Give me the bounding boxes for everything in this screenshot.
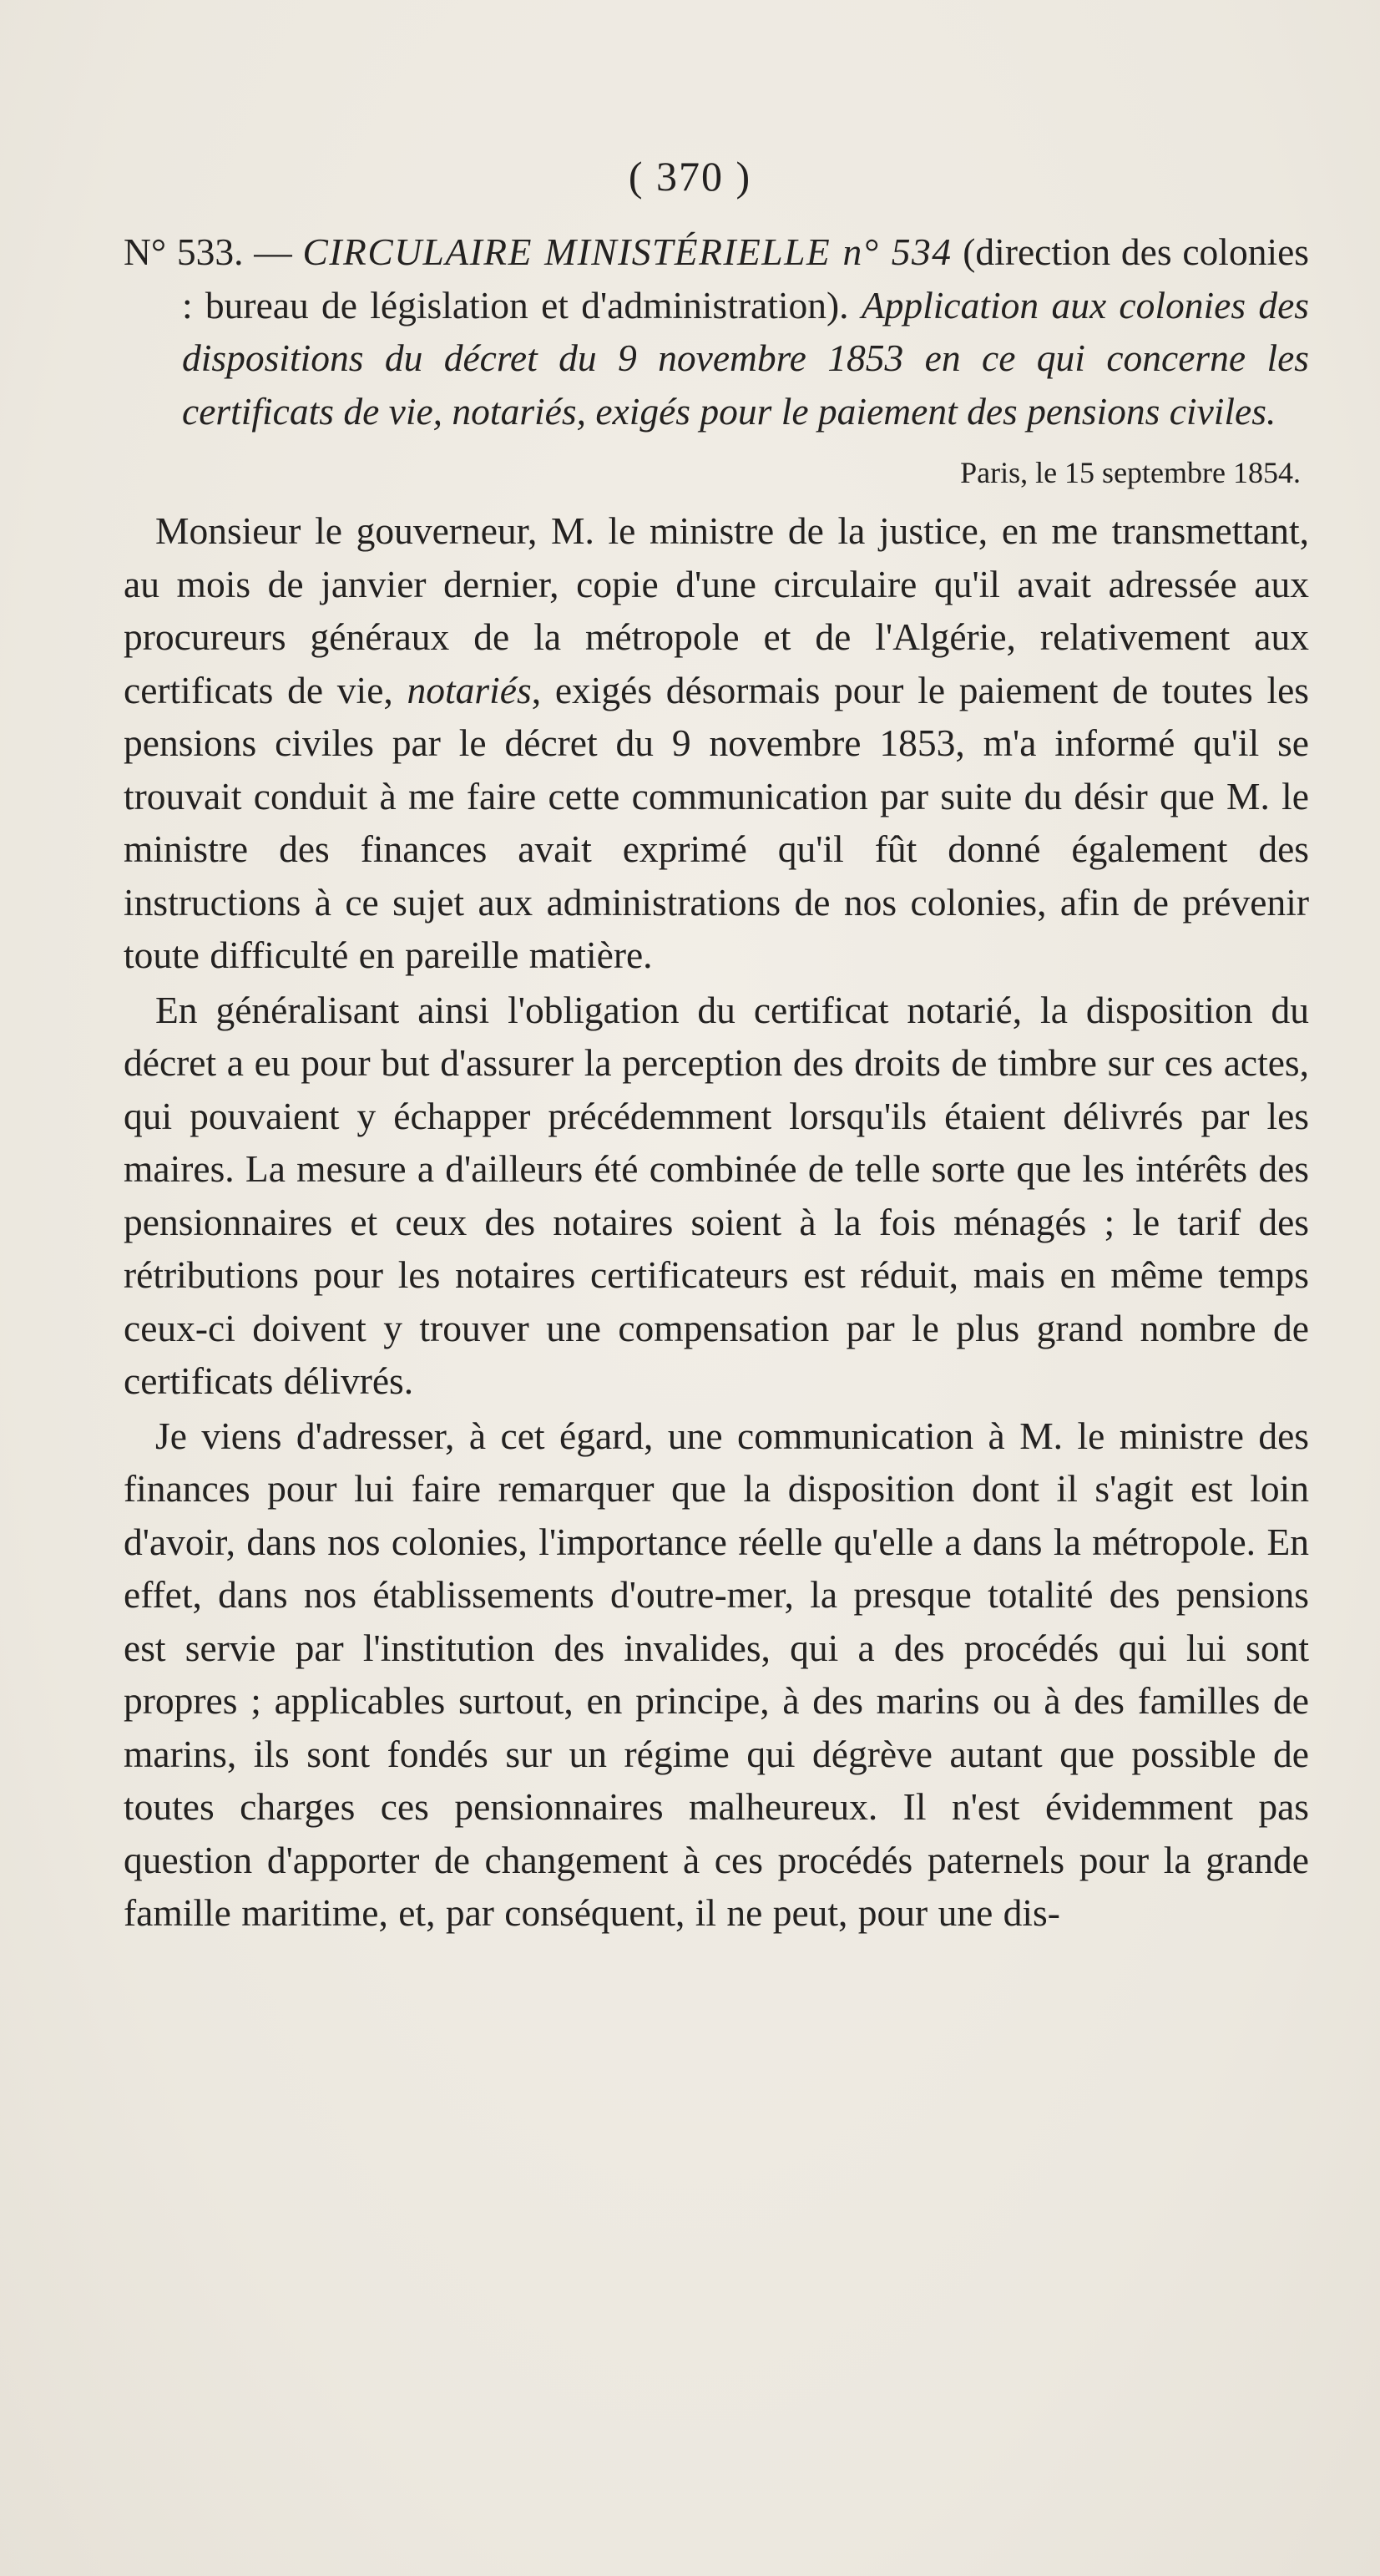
dateline: Paris, le 15 septembre 1854.: [960, 456, 1301, 489]
paragraph-2: En généralisant ainsi l'obligation du certificat notarié, la disposition du décret a eu pour but d'assurer la perception des droits de timbre sur ces actes, qui pouvaient y échapper précédemment lorsqu'ils étaient délivrés par les maires. La mesure a d'ailleurs été combinée de telle sorte que les intérêts des pensionnaires et ceux des notaires soient à la fois ménagés ; le tarif des rétributions pour les notaires certificateurs est réduit, mais en même temps ceux-ci doivent y trouver une compensation par le plus grand nombre de certificats délivrés.: [124, 988, 1309, 1402]
paragraph-1-before: Monsieur le gouverneur, M. le ministre de la justice, en me transmettant, au mois de janvier dernier, copie d'une circulaire qu'il avait adressée aux procureurs généraux de la métropole et de l'Algérie, relativement aux certificats de vie,: [124, 509, 1309, 711]
paragraph-1: [124, 504, 1309, 982]
paragraph-3: Je viens d'adresser, à cet égard, une communication à M. le ministre des finances pour lui faire remarquer que la disposition dont il s'agit est loin d'avoir, dans nos colonies, l'importance réelle qu'elle a dans la métropole. En effet, dans nos établissements d'outre-mer, la presque totalité des pensions est servie par l'institution des invalides, qui a des procédés qui lui sont propres ; applicables surtout, en principe, à des marins ou à des familles de marins, ils sont fondés sur un régime qui dégrève autant que possible de toutes charges ces pensionnaires malheureux. Il n'est évidemment pas question d'apporter de changement à ces procédés paternels pour la grande famille maritime, et, par conséquent, il ne peut, pour une dis-: [124, 1414, 1309, 1934]
paragraph-1-italic: notariés: [407, 668, 532, 711]
circular-direction: (direction des colonies : bureau de législation et d'administration).: [182, 230, 1309, 326]
circular-number: N° 533. —: [124, 230, 303, 273]
circular-heading: [124, 225, 1309, 438]
circular-subject: Application aux colonies des dispositions du décret du 9 novembre 1853 en ce qui concerne les certificats de vie, notariés, exigés pour le paiement des pensions civiles.: [182, 283, 1309, 433]
paragraph-1-after: , exigés désormais pour le paiement de toutes les pensions civiles par le décret du 9 novembre 1853, m'a informé qu'il se trouvait conduit à me faire cette communication par suite du désir que M. le ministre des finances avait exprimé qu'il fût donné également des instructions à ce sujet aux administrations de nos colonies, afin de prévenir toute difficulté en pareille matière.: [124, 668, 1309, 976]
document-body: [124, 225, 1309, 1940]
page-number: ( 370 ): [628, 153, 752, 200]
circular-title: CIRCULAIRE MINISTÉRIELLE n° 534: [302, 230, 953, 273]
